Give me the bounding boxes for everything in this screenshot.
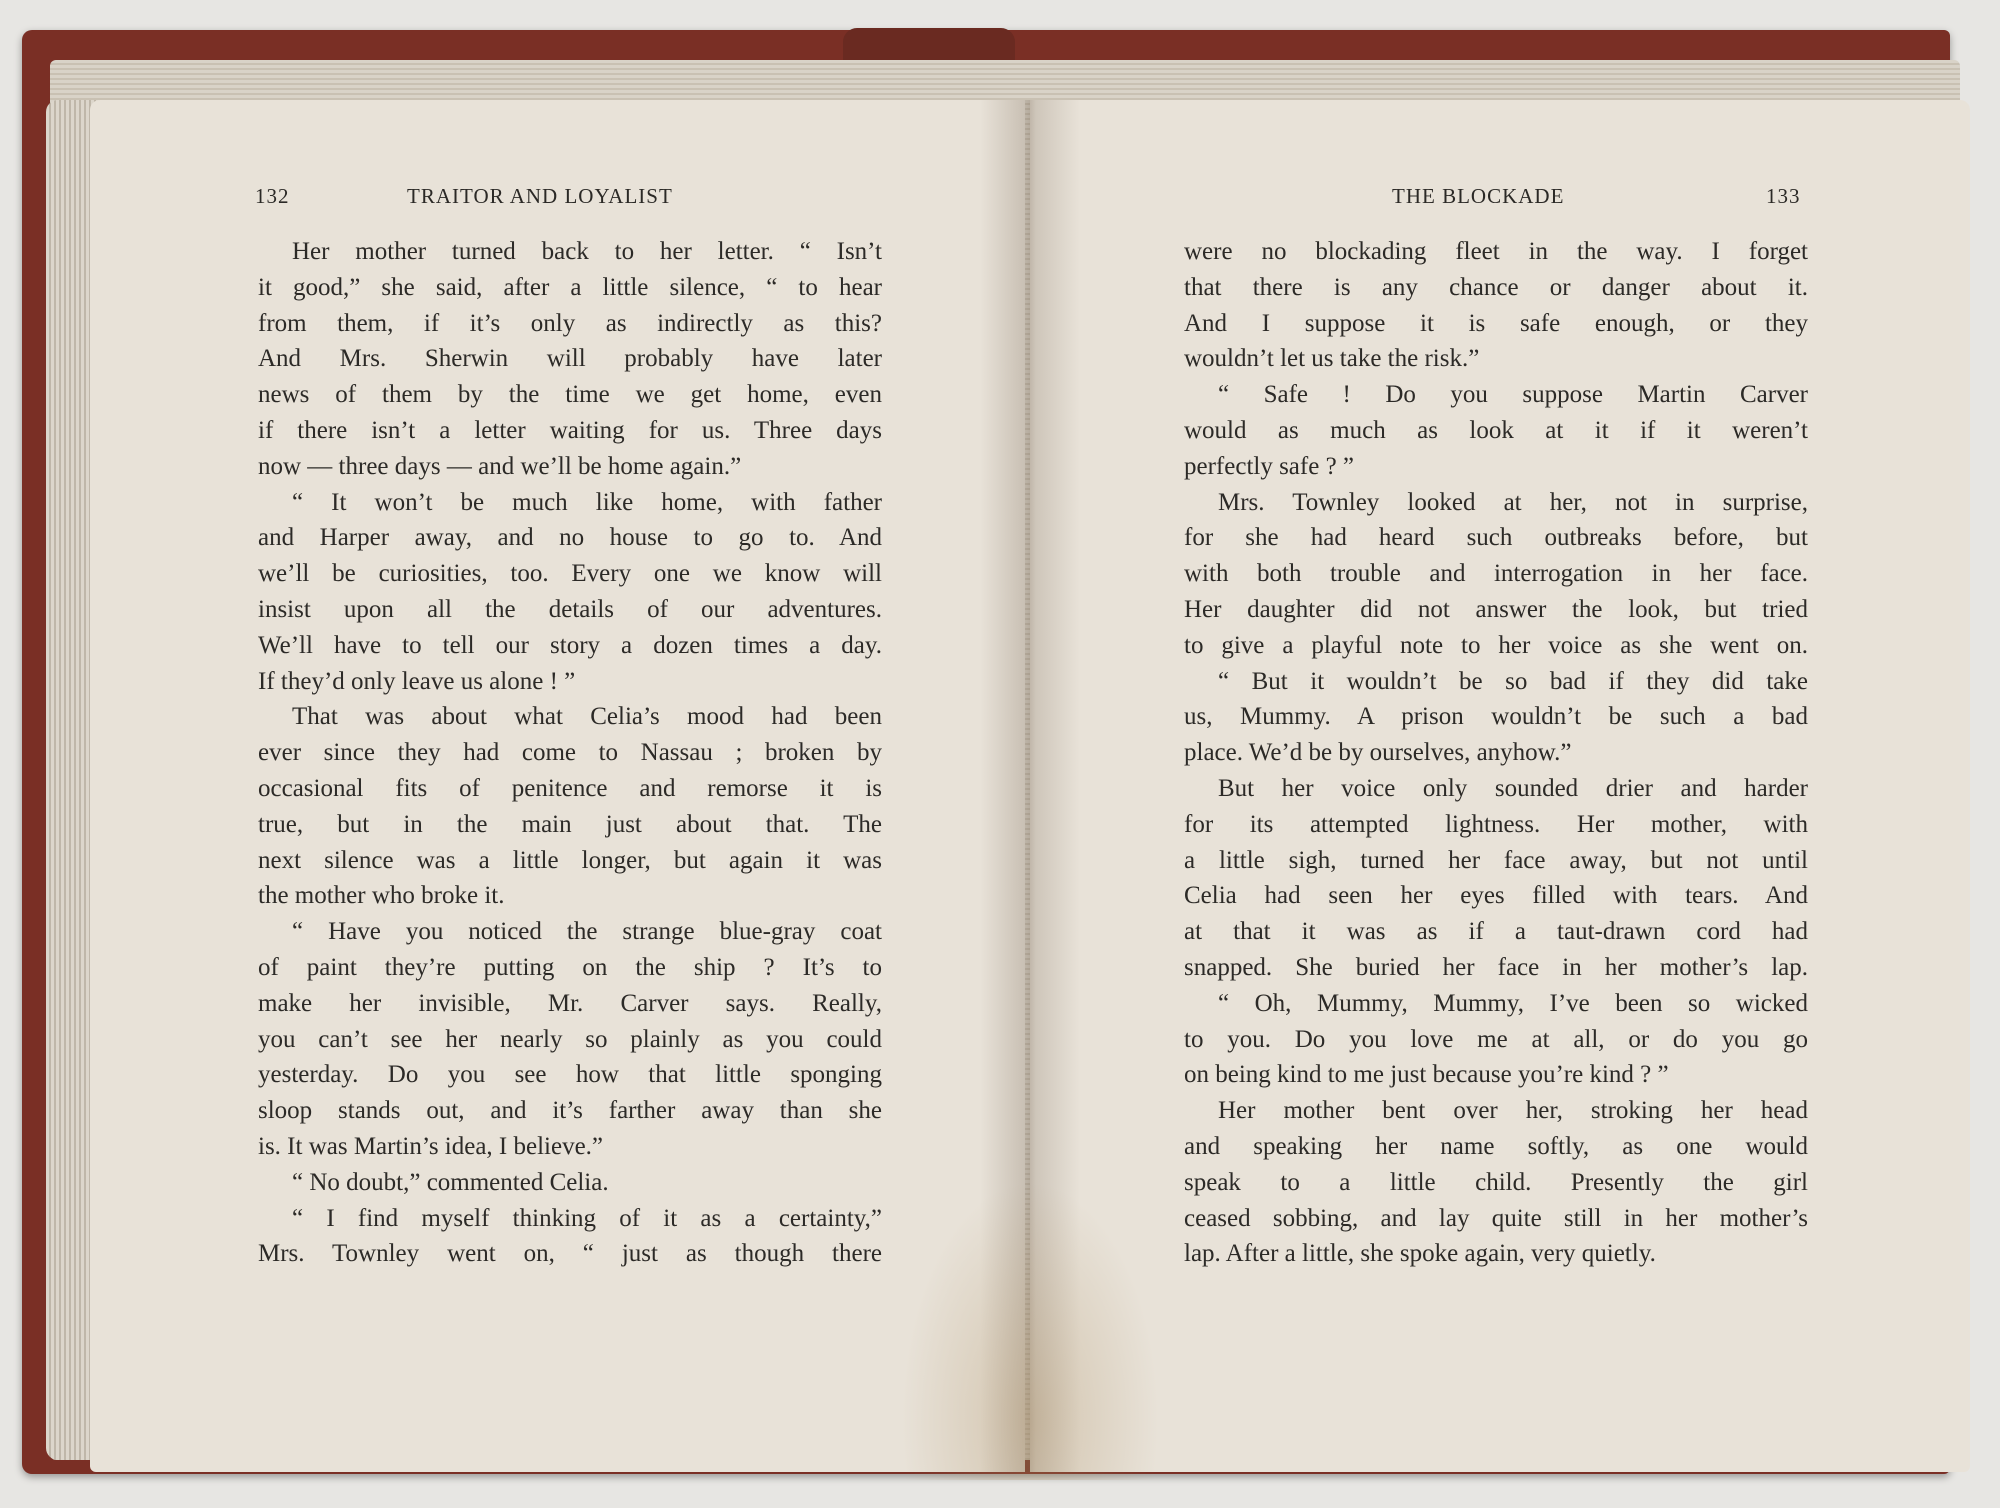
text-line: news of them by the time we get home, even: [258, 381, 882, 409]
text-line: wouldn’t let us take the risk.”: [1184, 345, 1480, 373]
text-line: snapped. She buried her face in her mother’s lap.: [1184, 953, 1808, 981]
text-line: “ Have you noticed the strange blue-gray coat: [292, 918, 882, 946]
text-line: “ Oh, Mummy, Mummy, I’ve been so wicked: [1218, 989, 1808, 1017]
text-line: ceased sobbing, and lay quite still in her mother’s: [1184, 1204, 1808, 1232]
text-line: perfectly safe ? ”: [1184, 452, 1355, 480]
text-line: yesterday. Do you see how that little sponging: [258, 1061, 882, 1089]
text-line: But her voice only sounded drier and harder: [1218, 774, 1808, 802]
text-line: the mother who broke it.: [258, 882, 505, 910]
text-line: we’ll be curiosities, too. Every one we know will: [258, 560, 882, 588]
text-line: next silence was a little longer, but again it was: [258, 846, 882, 874]
text-line: if there isn’t a letter waiting for us. Three days: [258, 416, 882, 444]
text-line: at that it was as if a taut-drawn cord had: [1184, 918, 1808, 946]
text-line: make her invisible, Mr. Carver says. Really,: [258, 989, 882, 1017]
text-line: from them, if it’s only as indirectly as this?: [258, 309, 882, 337]
text-line: And Mrs. Sherwin will probably have later: [258, 345, 882, 373]
page-number-right: 133: [1766, 184, 1801, 208]
text-line: If they’d only leave us alone ! ”: [258, 667, 576, 695]
text-line: Mrs. Townley went on, “ just as though there: [258, 1240, 882, 1268]
text-line: were no blockading fleet in the way. I forget: [1184, 238, 1808, 265]
text-line: us, Mummy. A prison wouldn’t be such a bad: [1184, 703, 1808, 731]
text-line: “ No doubt,” commented Celia.: [292, 1168, 609, 1196]
text-line: for she had heard such outbreaks before, but: [1184, 524, 1808, 552]
text-line: to you. Do you love me at all, or do you go: [1184, 1025, 1808, 1053]
text-line: it good,” she said, after a little silence, “ to hear: [258, 273, 882, 301]
text-line: insist upon all the details of our adventures.: [258, 595, 882, 623]
text-line: would as much as look at it if it weren’t: [1184, 416, 1808, 444]
text-line: And I suppose it is safe enough, or they: [1184, 309, 1808, 337]
text-line: We’ll have to tell our story a dozen times a day.: [258, 631, 882, 659]
page-number-left: 132: [255, 184, 290, 208]
text-line: true, but in the main just about that. The: [258, 810, 882, 838]
text-line: Her mother bent over her, stroking her head: [1218, 1097, 1808, 1125]
text-line: is. It was Martin’s idea, I believe.”: [258, 1132, 604, 1160]
text-line: speak to a little child. Presently the girl: [1184, 1168, 1808, 1196]
text-line: “ It won’t be much like home, with father: [292, 488, 882, 516]
right-text-column: [1184, 234, 1808, 1272]
text-line: sloop stands out, and it’s farther away than she: [258, 1097, 882, 1125]
text-line: Mrs. Townley looked at her, not in surprise,: [1218, 488, 1808, 516]
left-text-column: [258, 234, 882, 1272]
water-stain: [900, 1180, 1160, 1480]
text-line: “ But it wouldn’t be so bad if they did take: [1218, 667, 1808, 695]
text-line: Her daughter did not answer the look, but tried: [1184, 595, 1808, 623]
text-line: and speaking her name softly, as one would: [1184, 1132, 1808, 1160]
text-line: and Harper away, and no house to go to. And: [258, 524, 882, 552]
text-line: place. We’d be by ourselves, anyhow.”: [1184, 739, 1572, 767]
text-line: Celia had seen her eyes filled with tears. And: [1184, 882, 1808, 910]
text-line: you can’t see her nearly so plainly as you could: [258, 1025, 882, 1053]
text-line: to give a playful note to her voice as she went on.: [1184, 631, 1808, 659]
text-line: of paint they’re putting on the ship ? It’s to: [258, 953, 882, 981]
text-line: occasional fits of penitence and remorse it is: [258, 774, 882, 802]
text-line: lap. After a little, she spoke again, very quietly.: [1184, 1240, 1656, 1268]
text-line: “ Safe ! Do you suppose Martin Carver: [1218, 381, 1808, 409]
text-line: That was about what Celia’s mood had been: [292, 703, 882, 731]
text-line: with both trouble and interrogation in her face.: [1184, 560, 1808, 588]
running-head-left: TRAITOR AND LOYALIST: [407, 184, 673, 208]
text-line: on being kind to me just because you’re kind ? ”: [1184, 1061, 1669, 1089]
text-line: “ I find myself thinking of it as a certainty,”: [292, 1204, 882, 1232]
text-line: for its attempted lightness. Her mother, with: [1184, 810, 1808, 838]
text-line: now — three days — and we’ll be home again.”: [258, 452, 742, 480]
running-head-right: THE BLOCKADE: [1392, 184, 1565, 208]
text-line: ever since they had come to Nassau ; broken by: [258, 739, 882, 767]
text-line: that there is any chance or danger about it.: [1184, 273, 1808, 301]
text-line: a little sigh, turned her face away, but not until: [1184, 846, 1808, 874]
text-line: Her mother turned back to her letter. “ Isn’t: [292, 238, 882, 265]
